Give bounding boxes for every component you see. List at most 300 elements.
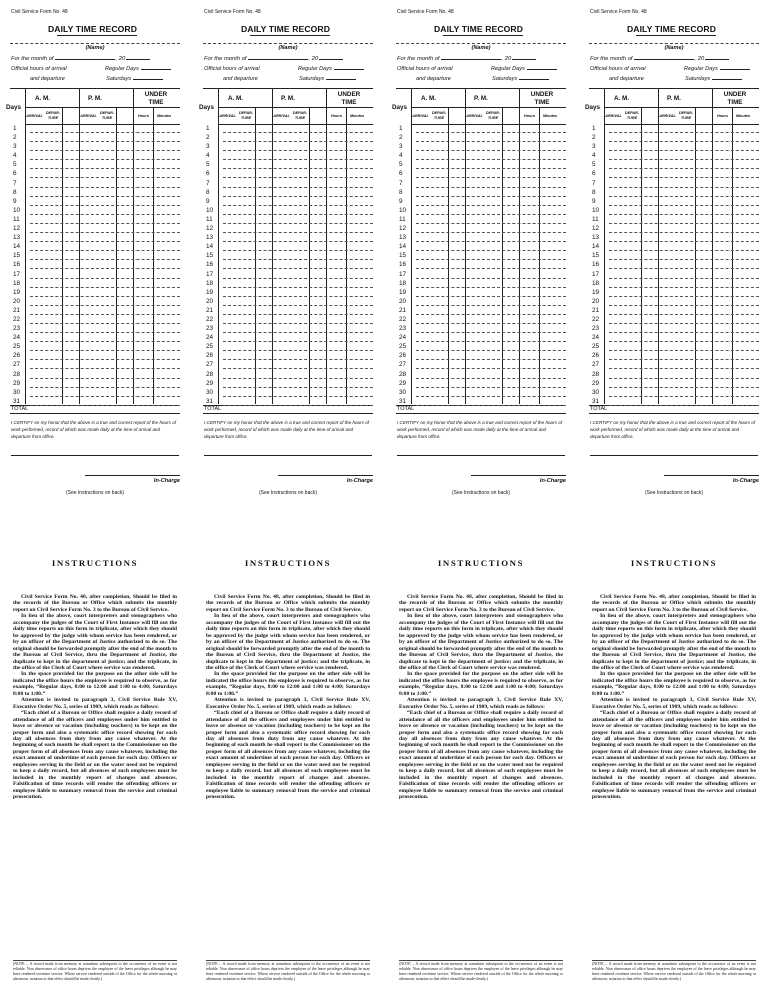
days-list bbox=[396, 124, 566, 406]
day-number: 7 bbox=[592, 179, 596, 187]
day-number: 1 bbox=[399, 125, 403, 132]
pm-departure-label-2: TURE bbox=[101, 116, 113, 120]
month-suffix: , 20 bbox=[694, 56, 705, 62]
instructions-paragraph-1: Civil Service Form No. 48, after completion, Should be filed in the records of the Bureau or Office which submits the monthly report on Civil Service Form No. 3 to the Bureau of Civil Service. bbox=[399, 594, 563, 613]
day-row bbox=[203, 142, 373, 151]
day-row bbox=[203, 151, 373, 160]
day-number: 30 bbox=[13, 388, 21, 396]
day-row bbox=[396, 306, 566, 315]
pm-arrival-label: ARRIVAL bbox=[80, 114, 97, 118]
day-row bbox=[396, 388, 566, 397]
total-rule bbox=[589, 413, 759, 414]
day-row bbox=[203, 270, 373, 279]
day-row bbox=[10, 388, 180, 397]
year-blank bbox=[319, 59, 343, 60]
month-suffix: , 20 bbox=[115, 56, 126, 62]
day-row bbox=[396, 379, 566, 388]
day-row bbox=[10, 197, 180, 206]
regular-days-blank bbox=[141, 69, 171, 70]
am-departure-label-2: TURE bbox=[240, 116, 252, 120]
instructions-paragraph-4: Attention is invited to paragraph 3, Civil Service Rule XV, Executive Order No. 5, series of 1909, which reads as follows: bbox=[592, 697, 756, 710]
note-separator bbox=[592, 960, 756, 961]
day-number: 22 bbox=[206, 315, 214, 323]
day-number: 7 bbox=[399, 179, 403, 187]
day-row bbox=[396, 279, 566, 288]
day-row bbox=[203, 306, 373, 315]
day-number: 11 bbox=[13, 215, 20, 223]
day-number: 5 bbox=[206, 161, 210, 169]
am-header: A. M. bbox=[228, 95, 244, 102]
total-label: TOTAL bbox=[11, 406, 29, 412]
day-number: 10 bbox=[206, 206, 214, 214]
day-number: 4 bbox=[592, 152, 596, 160]
month-blank bbox=[634, 59, 694, 60]
pm-arrival-label: ARRIVAL bbox=[273, 114, 290, 118]
day-number: 3 bbox=[206, 143, 210, 151]
day-row bbox=[396, 342, 566, 351]
month-row bbox=[397, 56, 536, 62]
note-text: (NOTE – A record made from memory at sometime subsequent to the occurrence of an event is not reliable. Non observance of office hours deprives the employee of the leave privileges although he may have rendered overtime service. Where service rendered outside of the Office for the whole morning or afternoon, notation to that effect should be made clearly.) bbox=[592, 962, 756, 981]
pm-departure-label bbox=[98, 111, 116, 121]
day-row bbox=[10, 342, 180, 351]
day-row bbox=[10, 169, 180, 178]
day-number: 19 bbox=[206, 288, 214, 296]
pm-header: P. M. bbox=[667, 95, 681, 102]
official-hours-label: Official hours of arrival bbox=[11, 66, 67, 72]
regular-days-row bbox=[298, 66, 364, 72]
instructions-paragraph-1: Civil Service Form No. 48, after completion, Should be filed in the records of the Bureau or Office which submits the monthly report on Civil Service Form No. 3 to the Bureau of Civil Service. bbox=[206, 594, 370, 613]
day-number: 26 bbox=[592, 352, 600, 360]
undertime-header bbox=[133, 91, 179, 107]
in-charge-label: In-Charge bbox=[732, 478, 759, 484]
saturdays-row bbox=[299, 76, 356, 82]
certification-text: I CERTIFY on my honor that the above is a true and correct report of the hours of work performed, record of which was made daily at the time of arrival and departure from office. bbox=[397, 420, 563, 439]
day-number: 17 bbox=[13, 270, 21, 278]
day-row bbox=[10, 306, 180, 315]
undertime-header-1: UNDER bbox=[530, 91, 554, 98]
day-row bbox=[203, 224, 373, 233]
day-number: 3 bbox=[13, 143, 17, 151]
day-row bbox=[203, 279, 373, 288]
day-number: 6 bbox=[592, 170, 596, 178]
day-row bbox=[10, 288, 180, 297]
day-row bbox=[396, 188, 566, 197]
day-row bbox=[589, 251, 759, 260]
day-number: 29 bbox=[399, 379, 407, 387]
day-row bbox=[203, 160, 373, 169]
day-row bbox=[589, 160, 759, 169]
day-row bbox=[10, 315, 180, 324]
note-text: (NOTE – A record made from memory at sometime subsequent to the occurrence of an event is not reliable. Non observance of office hours deprives the employee of the leave privileges although he may have rendered overtime service. Where service rendered outside of the Office for the whole morning or afternoon, notation to that effect should be made clearly.) bbox=[399, 962, 563, 981]
pm-departure-label bbox=[291, 111, 309, 121]
day-number: 20 bbox=[592, 297, 600, 305]
day-row bbox=[396, 315, 566, 324]
day-row bbox=[589, 288, 759, 297]
instructions-paragraph-2: In lieu of the above, court interpreters and stenographers who accompany the judges of the Court of First Instance will fill out the daily time reports on this form in triplicate, after which they should be approved by the judge with whom service has been rendered, or by an officer of the Department of Justice authorized to do so. The original should be forwarded promptly after the end of the month to the Bureau of Civil Service, thru the Department of Justice, the duplicate to kept in the department of justice; and the triplicate, in the office of the Clerk of Court where service was rendered. bbox=[206, 613, 370, 671]
day-row bbox=[396, 133, 566, 142]
day-number: 30 bbox=[399, 388, 407, 396]
day-row bbox=[203, 397, 373, 406]
day-number: 28 bbox=[13, 370, 21, 378]
undertime-header-2: TIME bbox=[534, 99, 550, 106]
saturdays-label: Saturdays bbox=[299, 76, 325, 82]
form-title: DAILY TIME RECORD bbox=[47, 24, 138, 34]
day-number: 23 bbox=[592, 325, 600, 333]
pm-departure-label-1: DEPAR- bbox=[485, 111, 501, 115]
month-label: For the month of bbox=[11, 56, 54, 62]
day-number: 22 bbox=[13, 315, 21, 323]
day-row bbox=[589, 197, 759, 206]
am-departure-label-1: DEPAR- bbox=[45, 111, 61, 115]
day-row bbox=[203, 333, 373, 342]
month-suffix: , 20 bbox=[501, 56, 512, 62]
day-number: 18 bbox=[13, 279, 21, 287]
day-number: 29 bbox=[13, 379, 21, 387]
month-row bbox=[204, 56, 343, 62]
day-row bbox=[589, 142, 759, 151]
month-blank bbox=[441, 59, 501, 60]
regular-days-blank bbox=[720, 69, 750, 70]
days-header: Days bbox=[6, 104, 22, 111]
am-departure-label-1: DEPAR- bbox=[238, 111, 254, 115]
day-number: 27 bbox=[206, 361, 214, 369]
am-departure-label bbox=[237, 111, 255, 121]
day-number: 22 bbox=[592, 315, 600, 323]
day-number: 22 bbox=[399, 315, 407, 323]
day-row bbox=[589, 260, 759, 269]
instructions-paragraph-1: Civil Service Form No. 48, after completion, Should be filed in the records of the Bureau or Office which submits the monthly report on Civil Service Form No. 3 to the Bureau of Civil Service. bbox=[13, 594, 177, 613]
month-label: For the month of bbox=[397, 56, 440, 62]
official-hours-label: Official hours of arrival bbox=[204, 66, 260, 72]
certification-text: I CERTIFY on my honor that the above is a true and correct report of the hours of work performed, record of which was made daily at the time of arrival and departure from office. bbox=[204, 420, 370, 439]
day-row bbox=[396, 324, 566, 333]
day-row bbox=[589, 188, 759, 197]
saturdays-blank bbox=[133, 79, 163, 80]
year-blank bbox=[126, 59, 150, 60]
day-row bbox=[203, 260, 373, 269]
hours-label: Hours bbox=[138, 114, 149, 118]
title-underline bbox=[57, 35, 137, 36]
undertime-header bbox=[519, 91, 565, 107]
day-number: 17 bbox=[206, 270, 214, 278]
in-charge-label: In-Charge bbox=[539, 478, 566, 484]
in-charge-label: In-Charge bbox=[153, 478, 180, 484]
am-arrival-label: ARRIVAL bbox=[412, 114, 429, 118]
day-number: 26 bbox=[13, 352, 21, 360]
month-suffix: , 20 bbox=[308, 56, 319, 62]
day-row bbox=[396, 260, 566, 269]
day-row bbox=[10, 370, 180, 379]
month-label: For the month of bbox=[590, 56, 633, 62]
day-row bbox=[203, 297, 373, 306]
day-number: 27 bbox=[592, 361, 600, 369]
regular-days-row bbox=[105, 66, 171, 72]
day-number: 2 bbox=[399, 134, 403, 142]
day-row bbox=[589, 315, 759, 324]
day-row bbox=[589, 397, 759, 406]
day-number: 21 bbox=[592, 306, 600, 314]
year-blank bbox=[512, 59, 536, 60]
total-label: TOTAL bbox=[204, 406, 222, 412]
day-number: 23 bbox=[206, 325, 214, 333]
day-row bbox=[10, 260, 180, 269]
day-number: 15 bbox=[206, 252, 214, 260]
departure-label: and departure bbox=[609, 76, 644, 82]
days-header: Days bbox=[585, 104, 601, 111]
day-row bbox=[203, 251, 373, 260]
day-row bbox=[10, 188, 180, 197]
day-number: 21 bbox=[13, 306, 21, 314]
day-row bbox=[203, 370, 373, 379]
day-row bbox=[589, 333, 759, 342]
pm-departure-label-2: TURE bbox=[294, 116, 306, 120]
day-row bbox=[203, 179, 373, 188]
day-row bbox=[589, 324, 759, 333]
pm-departure-label-1: DEPAR- bbox=[99, 111, 115, 115]
name-label: (Name) bbox=[664, 45, 684, 51]
employee-signature-line bbox=[204, 455, 372, 456]
day-number: 19 bbox=[399, 288, 407, 296]
employee-signature-line bbox=[11, 455, 179, 456]
saturdays-blank bbox=[519, 79, 549, 80]
day-number: 4 bbox=[13, 152, 17, 160]
saturdays-label: Saturdays bbox=[685, 76, 711, 82]
regular-days-label: Regular Days bbox=[105, 66, 139, 72]
saturdays-row bbox=[685, 76, 742, 82]
instructions-paragraph-4: Attention is invited to paragraph 3, Civil Service Rule XV, Executive Order No. 5, series of 1909, which reads as follows: bbox=[206, 697, 370, 710]
saturdays-label: Saturdays bbox=[106, 76, 132, 82]
title-underline bbox=[443, 35, 523, 36]
month-blank bbox=[55, 59, 115, 60]
day-row bbox=[396, 297, 566, 306]
day-row bbox=[203, 197, 373, 206]
departure-label: and departure bbox=[223, 76, 258, 82]
day-number: 29 bbox=[592, 379, 600, 387]
employee-signature-line bbox=[397, 455, 565, 456]
day-number: 10 bbox=[592, 206, 600, 214]
day-number: 24 bbox=[206, 334, 214, 342]
form-title: DAILY TIME RECORD bbox=[433, 24, 524, 34]
pm-departure-label-2: TURE bbox=[487, 116, 499, 120]
day-row bbox=[589, 379, 759, 388]
day-number: 5 bbox=[592, 161, 596, 169]
pm-departure-label-1: DEPAR- bbox=[678, 111, 694, 115]
day-number: 15 bbox=[592, 252, 600, 260]
am-departure-label-1: DEPAR- bbox=[624, 111, 640, 115]
day-number: 28 bbox=[206, 370, 214, 378]
form-number: Civil Service Form No. 48 bbox=[11, 9, 68, 15]
instructions-paragraph-3: In the space provided for the purpose on the other side will be indicated the office hours the employee is required to observe, as for example, “Regular days, 8:00 to 12:00 and 1:00 to 4:00; Saturdays 8:00 to 1:00.” bbox=[399, 671, 563, 697]
day-row bbox=[396, 206, 566, 215]
day-row bbox=[396, 233, 566, 242]
day-number: 28 bbox=[592, 370, 600, 378]
day-number: 11 bbox=[592, 215, 599, 223]
see-instructions: (See Instructions on back) bbox=[451, 490, 511, 496]
day-row bbox=[10, 215, 180, 224]
header-separator bbox=[25, 107, 180, 108]
saturdays-label: Saturdays bbox=[492, 76, 518, 82]
day-row bbox=[10, 142, 180, 151]
day-number: 15 bbox=[399, 252, 407, 260]
month-label: For the month of bbox=[204, 56, 247, 62]
day-row bbox=[589, 306, 759, 315]
am-arrival-label: ARRIVAL bbox=[26, 114, 43, 118]
am-departure-label-2: TURE bbox=[47, 116, 59, 120]
regular-days-row bbox=[684, 66, 750, 72]
instructions-paragraph-3: In the space provided for the purpose on the other side will be indicated the office hours the employee is required to observe, as for example, “Regular days, 8:00 to 12:00 and 1:00 to 4:00; Saturdays 8:00 to 1:00.” bbox=[206, 671, 370, 697]
dtr-form-copy bbox=[198, 0, 378, 1006]
hours-label: Hours bbox=[524, 114, 535, 118]
day-row bbox=[396, 160, 566, 169]
day-number: 12 bbox=[206, 225, 214, 233]
pm-departure-label-2: TURE bbox=[680, 116, 692, 120]
day-number: 3 bbox=[592, 143, 596, 151]
title-underline bbox=[636, 35, 716, 36]
pm-header: P. M. bbox=[474, 95, 488, 102]
day-row bbox=[203, 242, 373, 251]
dtr-form-copy bbox=[391, 0, 571, 1006]
day-row bbox=[589, 279, 759, 288]
day-row bbox=[203, 188, 373, 197]
day-row bbox=[589, 124, 759, 133]
day-number: 8 bbox=[206, 188, 210, 196]
day-number: 2 bbox=[592, 134, 596, 142]
day-number: 7 bbox=[206, 179, 210, 187]
total-label: TOTAL bbox=[590, 406, 608, 412]
day-row bbox=[589, 297, 759, 306]
day-number: 3 bbox=[399, 143, 403, 151]
day-row bbox=[589, 351, 759, 360]
am-header: A. M. bbox=[35, 95, 51, 102]
day-row bbox=[203, 215, 373, 224]
day-number: 5 bbox=[399, 161, 403, 169]
day-row bbox=[396, 351, 566, 360]
note-text: (NOTE – A record made from memory at sometime subsequent to the occurrence of an event is not reliable. Non observance of office hours deprives the employee of the leave privileges although he may have rendered overtime service. Where service rendered outside of the Office for the whole morning or afternoon, notation to that effect should be made clearly.) bbox=[13, 962, 177, 981]
pm-arrival-label: ARRIVAL bbox=[659, 114, 676, 118]
month-row bbox=[11, 56, 150, 62]
day-row bbox=[589, 242, 759, 251]
day-number: 18 bbox=[592, 279, 600, 287]
day-row bbox=[396, 251, 566, 260]
day-row bbox=[10, 251, 180, 260]
day-row bbox=[10, 242, 180, 251]
day-number: 31 bbox=[592, 397, 600, 405]
regular-days-row bbox=[491, 66, 557, 72]
day-number: 25 bbox=[592, 343, 600, 351]
undertime-header-1: UNDER bbox=[337, 91, 361, 98]
regular-days-blank bbox=[527, 69, 557, 70]
instructions-paragraph-5: “Each chief of a Bureau or Office shall require a daily record of attendance of all the officers and employees under him entitled to leave or absence or vacation (including teachers) to be kept on the proper form and also a systematic office record showing for each day all absences from duty from any cause whatever. At the beginning of each month he shall report to the Commissioner on the proper form of all absences from any cause whatever, including the exact amount of undertime of each person for each day. Officers or employees serving in the field or on the water need not be required to keep a daily record, but all absences of such employees must be included in the monthly report of changes and absences. Falsification of time records will render the offending officers or employee liable to summary removal from the service and criminal prosecution. bbox=[592, 710, 756, 801]
am-departure-label-1: DEPAR- bbox=[431, 111, 447, 115]
day-number: 10 bbox=[13, 206, 21, 214]
day-number: 25 bbox=[206, 343, 214, 351]
undertime-header-1: UNDER bbox=[144, 91, 168, 98]
note-separator bbox=[13, 960, 177, 961]
day-row bbox=[589, 233, 759, 242]
instructions-body bbox=[399, 594, 563, 801]
instructions-paragraph-5: “Each chief of a Bureau or Office shall require a daily record of attendance of all the officers and employees under him entitled to leave or absence or vacation (including teachers) to be kept on the proper form and also a systematic office record showing for each day all absences from duty from any cause whatever. At the beginning of each month he shall report to the Commissioner on the proper form of all absences from any cause whatever, including the exact amount of undertime of each person for each day. Officers or employees serving in the field or on the water need not be required to keep a daily record, but all absences of such employees must be included in the monthly report of changes and absences. Falsification of time records will render the offending officers or employee liable to summary removal from the service and criminal prosecution. bbox=[13, 710, 177, 801]
day-row bbox=[10, 160, 180, 169]
day-row bbox=[10, 124, 180, 133]
dtr-form-copy bbox=[584, 0, 764, 1006]
see-instructions: (See Instructions on back) bbox=[65, 490, 125, 496]
day-row-rule bbox=[30, 405, 180, 406]
day-row bbox=[396, 142, 566, 151]
day-number: 9 bbox=[399, 197, 403, 205]
day-number: 18 bbox=[399, 279, 407, 287]
day-row bbox=[10, 179, 180, 188]
undertime-header bbox=[712, 91, 758, 107]
form-title: DAILY TIME RECORD bbox=[626, 24, 717, 34]
name-label: (Name) bbox=[278, 45, 298, 51]
pm-departure-label bbox=[484, 111, 502, 121]
name-line bbox=[10, 43, 180, 44]
instructions-paragraph-3: In the space provided for the purpose on the other side will be indicated the office hours the employee is required to observe, as for example, “Regular days, 8:00 to 12:00 and 1:00 to 4:00; Saturdays 8:00 to 1:00.” bbox=[13, 671, 177, 697]
day-number: 28 bbox=[399, 370, 407, 378]
note-separator bbox=[399, 960, 563, 961]
day-row bbox=[203, 360, 373, 369]
hours-label: Hours bbox=[717, 114, 728, 118]
total-rule bbox=[10, 413, 180, 414]
header-separator bbox=[604, 107, 759, 108]
day-row bbox=[396, 270, 566, 279]
am-header: A. M. bbox=[614, 95, 630, 102]
pm-header: P. M. bbox=[281, 95, 295, 102]
name-label: (Name) bbox=[471, 45, 491, 51]
day-number: 18 bbox=[206, 279, 214, 287]
form-number: Civil Service Form No. 48 bbox=[590, 9, 647, 15]
day-number: 30 bbox=[592, 388, 600, 396]
dtr-form-copy bbox=[5, 0, 185, 1006]
regular-days-label: Regular Days bbox=[298, 66, 332, 72]
departure-label: and departure bbox=[416, 76, 451, 82]
pm-arrival-label: ARRIVAL bbox=[466, 114, 483, 118]
form-title: DAILY TIME RECORD bbox=[240, 24, 331, 34]
day-number: 13 bbox=[399, 234, 407, 242]
day-row bbox=[10, 224, 180, 233]
instructions-paragraph-2: In lieu of the above, court interpreters and stenographers who accompany the judges of the Court of First Instance will fill out the daily time reports on this form in triplicate, after which they should be approved by the judge with whom service has been rendered, or by an officer of the Department of Justice authorized to do so. The original should be forwarded promptly after the end of the month to the Bureau of Civil Service, thru the Department of Justice, the duplicate to kept in the department of justice; and the triplicate, in the office of the Clerk of Court where service was rendered. bbox=[399, 613, 563, 671]
day-row bbox=[10, 360, 180, 369]
day-number: 14 bbox=[13, 243, 21, 251]
day-number: 24 bbox=[13, 334, 21, 342]
day-number: 8 bbox=[13, 188, 17, 196]
day-number: 14 bbox=[592, 243, 600, 251]
day-row bbox=[396, 169, 566, 178]
day-row bbox=[203, 342, 373, 351]
undertime-header-1: UNDER bbox=[723, 91, 747, 98]
day-number: 4 bbox=[399, 152, 403, 160]
day-number: 16 bbox=[13, 261, 21, 269]
day-number: 14 bbox=[399, 243, 407, 251]
day-number: 21 bbox=[206, 306, 214, 314]
day-number: 27 bbox=[13, 361, 21, 369]
official-hours-label: Official hours of arrival bbox=[397, 66, 453, 72]
day-number: 31 bbox=[206, 397, 214, 405]
instructions-title: INSTRUCTIONS bbox=[630, 558, 718, 568]
day-row bbox=[396, 124, 566, 133]
day-row-rule bbox=[223, 405, 373, 406]
day-number: 11 bbox=[206, 215, 213, 223]
day-row-rule bbox=[416, 405, 566, 406]
day-row bbox=[10, 151, 180, 160]
day-number: 15 bbox=[13, 252, 21, 260]
day-number: 16 bbox=[206, 261, 214, 269]
day-row bbox=[396, 242, 566, 251]
minutes-label: Minutes bbox=[735, 114, 751, 118]
day-number: 2 bbox=[206, 134, 210, 142]
name-line bbox=[589, 43, 759, 44]
day-number: 1 bbox=[206, 125, 210, 132]
